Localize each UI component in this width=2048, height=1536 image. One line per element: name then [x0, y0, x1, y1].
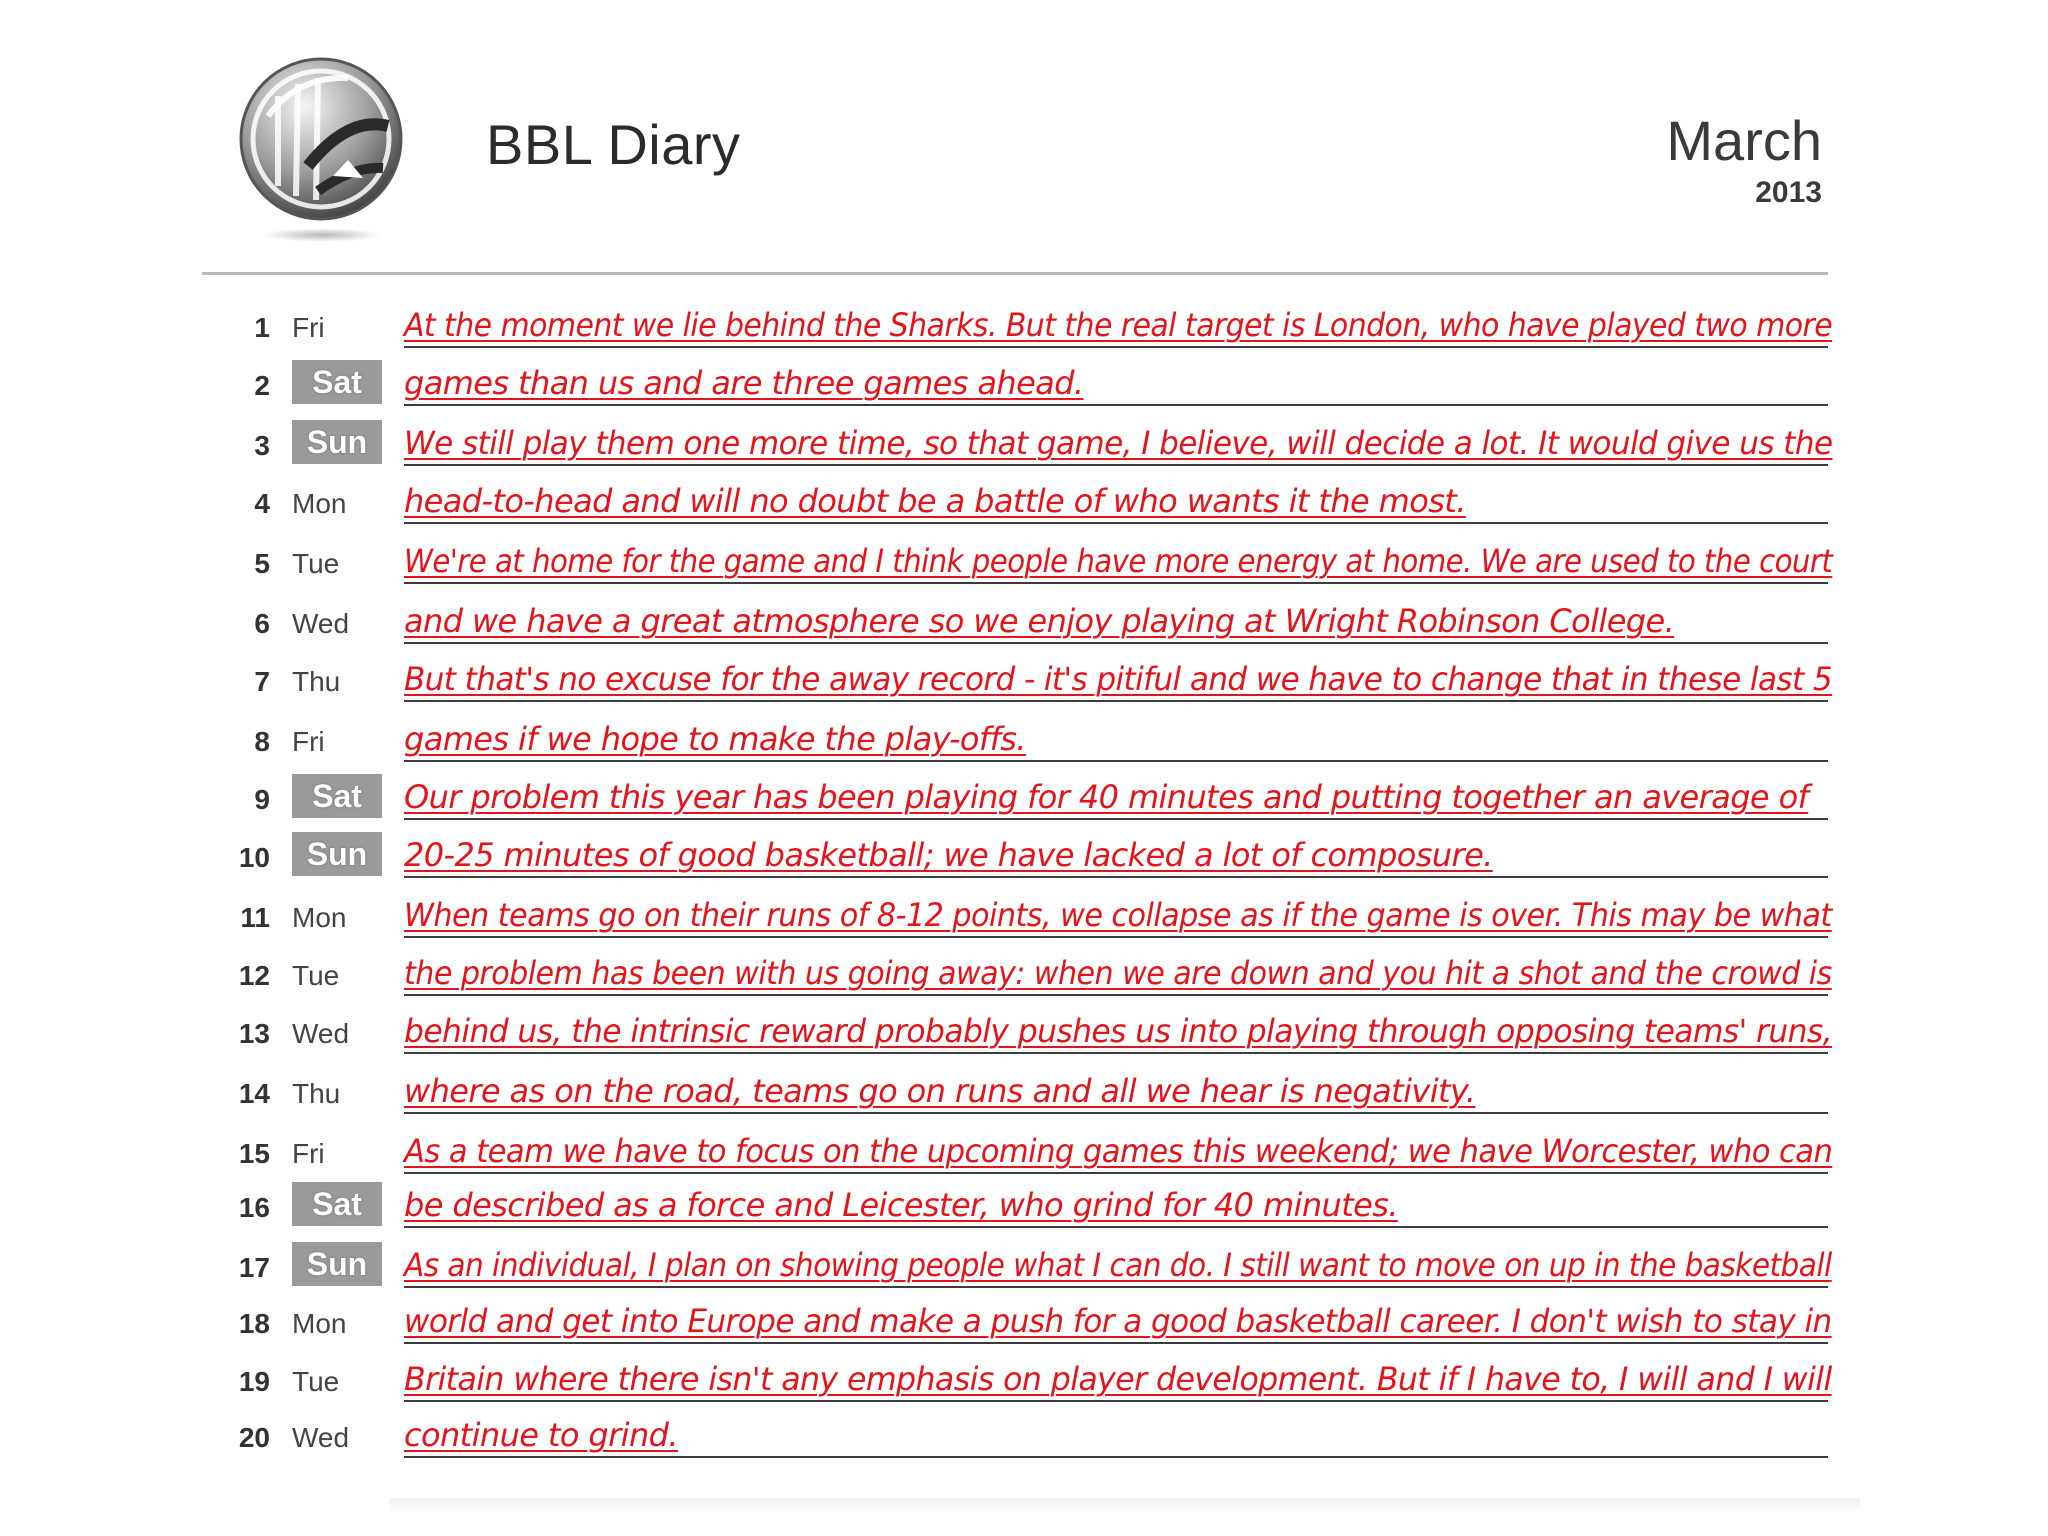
diary-row — [0, 650, 2048, 706]
day-number: 12 — [238, 960, 270, 991]
handwritten-entry: the problem has been with us going away: when we are down and you hit a shot and the crowd is — [404, 954, 1832, 992]
handwritten-entry: We're at home for the game and I think people have more energy at home. We are used to the court — [404, 542, 1833, 580]
diary-row — [0, 1062, 2048, 1118]
day-number: 15 — [238, 1138, 270, 1169]
ruled-line — [404, 522, 1828, 524]
weekday-label: Mon — [292, 1308, 347, 1339]
ruled-line — [404, 936, 1828, 938]
day-number: 20 — [238, 1422, 270, 1453]
weekday-label: Fri — [292, 312, 325, 343]
diary-row — [0, 354, 2048, 410]
handwritten-entry: continue to grind. — [404, 1416, 678, 1454]
handwritten-entry: and we have a great atmosphere so we enjoy playing at Wright Robinson College. — [404, 602, 1675, 640]
ruled-line — [404, 994, 1828, 996]
handwritten-entry: Our problem this year has been playing for 40 minutes and putting together an average of — [404, 778, 1809, 816]
weekday-label: Thu — [292, 1078, 341, 1109]
diary-row — [0, 592, 2048, 648]
diary-row — [0, 768, 2048, 824]
ruled-line — [404, 818, 1828, 820]
weekend-day-badge: Sun — [292, 420, 382, 464]
diary-row — [0, 826, 2048, 882]
ruled-line — [404, 1052, 1828, 1054]
ruled-line — [404, 1172, 1828, 1174]
handwritten-entry: games than us and are three games ahead. — [404, 364, 1084, 402]
handwritten-entry: be described as a force and Leicester, who grind for 40 minutes. — [404, 1186, 1398, 1224]
ruled-line — [404, 582, 1828, 584]
diary-row — [0, 1236, 2048, 1292]
diary-row — [0, 1292, 2048, 1348]
ruled-line — [404, 1456, 1828, 1458]
day-number: 10 — [238, 842, 270, 873]
weekday-label: Tue — [292, 548, 340, 579]
diary-row — [0, 710, 2048, 766]
weekend-day-badge: Sat — [292, 774, 382, 818]
weekday-label: Fri — [292, 1138, 325, 1169]
day-number: 3 — [254, 430, 270, 461]
ruled-line — [404, 1286, 1828, 1288]
ruled-line — [404, 346, 1828, 348]
weekday-label: Wed — [292, 1422, 350, 1453]
diary-row — [0, 296, 2048, 352]
ruled-line — [404, 1400, 1828, 1402]
handwritten-entry: At the moment we lie behind the Sharks. But the real target is London, who have played two more — [404, 306, 1833, 344]
weekend-day-badge: Sat — [292, 1182, 382, 1226]
weekday-label: Mon — [292, 488, 347, 519]
day-number: 2 — [254, 370, 270, 401]
bottom-shadow — [390, 1498, 1860, 1514]
weekend-day-badge: Sun — [292, 1242, 382, 1286]
ruled-line — [404, 1112, 1828, 1114]
weekday-label: Tue — [292, 960, 340, 991]
handwritten-entry: As an individual, I plan on showing people what I can do. I still want to move on up in the basketball — [404, 1246, 1832, 1284]
day-number: 14 — [238, 1078, 270, 1109]
day-number: 1 — [254, 312, 270, 343]
handwritten-entry: But that's no excuse for the away record - it's pitiful and we have to change that in these last 5 — [404, 660, 1833, 698]
ruled-line — [404, 760, 1828, 762]
diary-row — [0, 1406, 2048, 1462]
handwritten-entry: 20-25 minutes of good basketball; we have lacked a lot of composure. — [404, 836, 1493, 874]
day-number: 7 — [254, 666, 270, 697]
day-number: 8 — [254, 726, 270, 757]
diary-row — [0, 1122, 2048, 1178]
day-number: 5 — [254, 548, 270, 579]
day-number: 17 — [238, 1252, 270, 1283]
day-number: 6 — [254, 608, 270, 639]
day-number: 19 — [238, 1366, 270, 1397]
handwritten-entry: world and get into Europe and make a push for a good basketball career. I don't wish to stay in — [404, 1302, 1832, 1340]
diary-row — [0, 414, 2048, 470]
day-number: 16 — [238, 1192, 270, 1223]
ruled-line — [404, 700, 1828, 702]
handwritten-entry: Britain where there isn't any emphasis on player development. But if I have to, I will and I will — [404, 1360, 1832, 1398]
weekday-label: Tue — [292, 1366, 340, 1397]
weekday-label: Thu — [292, 666, 341, 697]
handwritten-entry: When teams go on their runs of 8-12 points, we collapse as if the game is over. This may be what — [404, 896, 1832, 934]
day-number: 18 — [238, 1308, 270, 1339]
day-number: 9 — [254, 784, 270, 815]
ruled-line — [404, 1342, 1828, 1344]
diary-row — [0, 472, 2048, 528]
ruled-line — [404, 876, 1828, 878]
handwritten-entry: games if we hope to make the play-offs. — [404, 720, 1026, 758]
weekend-day-badge: Sun — [292, 832, 382, 876]
page-title: BBL Diary — [486, 113, 741, 176]
handwritten-entry: As a team we have to focus on the upcoming games this weekend; we have Worcester, who can — [404, 1132, 1833, 1170]
diary-row — [0, 1176, 2048, 1232]
weekday-label: Wed — [292, 608, 350, 639]
ruled-line — [404, 404, 1828, 406]
handwritten-entry: head-to-head and will no doubt be a battle of who wants it the most. — [404, 482, 1466, 520]
ruled-line — [404, 464, 1828, 466]
handwritten-entry: where as on the road, teams go on runs and all we hear is negativity. — [404, 1072, 1476, 1110]
diary-row — [0, 1002, 2048, 1058]
ruled-line — [404, 1226, 1828, 1228]
handwritten-entry: We still play them one more time, so that game, I believe, will decide a lot. It would give us the — [404, 424, 1833, 462]
diary-row — [0, 944, 2048, 1000]
diary-row — [0, 532, 2048, 588]
weekend-day-badge: Sat — [292, 360, 382, 404]
weekday-label: Mon — [292, 902, 347, 933]
ruled-line — [404, 642, 1828, 644]
day-number: 4 — [254, 488, 270, 519]
weekday-label: Fri — [292, 726, 325, 757]
day-number: 13 — [238, 1018, 270, 1049]
handwritten-entry: behind us, the intrinsic reward probably pushes us into playing through opposing teams' runs, — [404, 1012, 1833, 1050]
day-number: 11 — [240, 902, 270, 933]
diary-row — [0, 886, 2048, 942]
weekday-label: Wed — [292, 1018, 350, 1049]
year-label: 2013 — [1755, 176, 1822, 209]
diary-row — [0, 1350, 2048, 1406]
month-label: March — [1666, 109, 1822, 172]
